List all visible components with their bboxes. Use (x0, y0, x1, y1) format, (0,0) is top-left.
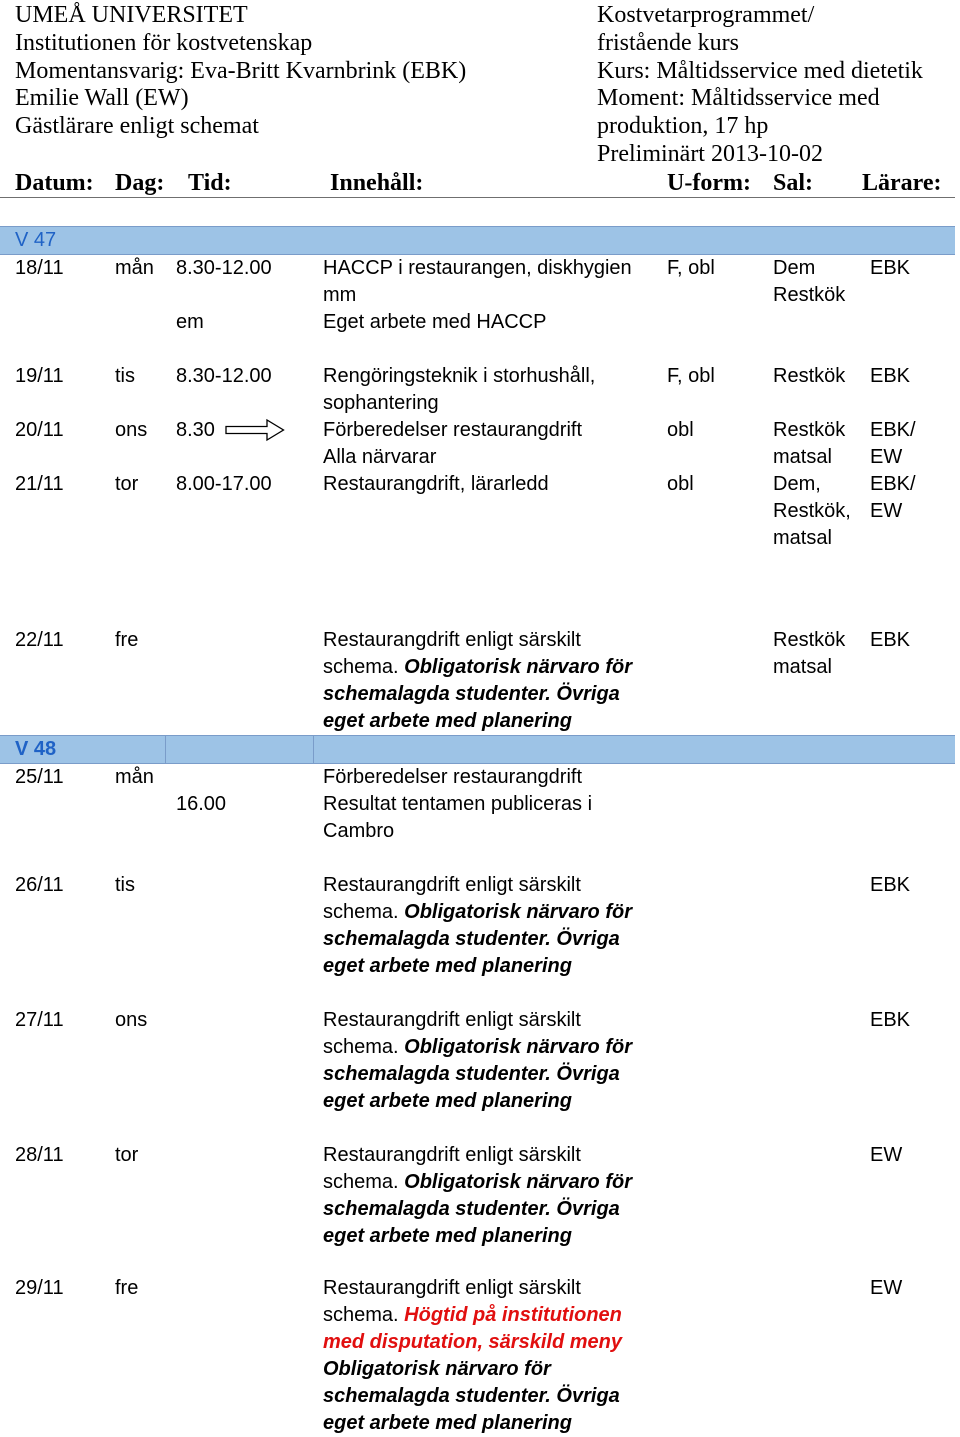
day-text: fre (115, 1277, 139, 1299)
time-text: 16.00 (176, 792, 227, 815)
date-cell (15, 471, 64, 498)
day-line (115, 627, 138, 654)
teacher-line (870, 1142, 902, 1169)
date-text: 25/11 (15, 765, 64, 788)
teacher-text: EBK (870, 628, 911, 651)
teacher-text: EW (870, 499, 903, 522)
content-cell (323, 471, 549, 498)
week-band-divider (165, 736, 166, 763)
date-cell (15, 872, 64, 899)
room-text: Restkök (773, 364, 846, 387)
content-cell (323, 627, 632, 735)
day-line (115, 1275, 138, 1302)
header-right-block (597, 2, 923, 169)
teacher-line (870, 417, 916, 444)
content-text: HACCP i restaurangen, diskhygien (323, 257, 632, 279)
teaching-form-line (667, 417, 694, 444)
content-text: Rengöringsteknik i storhushåll, (323, 364, 596, 387)
room-text: Restkök (773, 284, 846, 306)
emphasis-text: Obligatorisk närvaro för (404, 1035, 632, 1058)
content-text: Förberedelser restaurangdrift (323, 765, 583, 788)
content-cell (323, 1275, 622, 1437)
room-cell (773, 255, 845, 309)
day-line (115, 764, 154, 791)
guest-teachers: Gästlärare enligt schemat (15, 113, 259, 139)
time-line (176, 791, 226, 818)
room-line (773, 627, 845, 654)
program-name: Kostvetarprogrammet/ (597, 2, 815, 28)
content-line (323, 390, 595, 417)
teacher-text: EBK (870, 873, 911, 896)
day-line (115, 471, 138, 498)
room-text: matsal (773, 526, 832, 549)
content-line (323, 1302, 622, 1329)
day-line (115, 363, 135, 390)
day-cell (115, 417, 147, 444)
content-text: mm (323, 284, 357, 306)
teaching-form-line (667, 363, 715, 390)
teacher-text: EW (870, 1143, 903, 1166)
time-cell (176, 764, 226, 818)
content-line (323, 255, 632, 282)
room-text: matsal (773, 655, 832, 678)
content-text: Förberedelser restaurangdrift (323, 418, 583, 441)
emphasis-text: eget arbete med planering (323, 1412, 572, 1434)
date-cell (15, 255, 64, 282)
alert-text: Högtid på institutionen (404, 1304, 622, 1326)
teacher-cell (870, 471, 916, 525)
module-name: Moment: Måltidsservice med (597, 85, 880, 112)
day-line (115, 872, 135, 899)
content-line (323, 1169, 632, 1196)
time-cell (176, 363, 272, 390)
teacher-text: EW (870, 1277, 903, 1299)
time-line (176, 417, 215, 444)
day-text: tor (115, 1143, 139, 1166)
date-cell (15, 363, 64, 390)
teacher-cell (870, 627, 910, 654)
content-line (323, 899, 632, 926)
teaching-form-text: F, obl (667, 364, 715, 387)
content-cell (323, 764, 592, 845)
teaching-form-text: obl (667, 472, 694, 495)
room-line (773, 471, 851, 498)
teacher-line (870, 1275, 902, 1302)
room-text: Dem, (773, 472, 821, 495)
teaching-form-cell (667, 363, 715, 390)
room-line (773, 525, 851, 552)
content-text: Restaurangdrift enligt särskilt (323, 1277, 581, 1299)
time-line (176, 255, 272, 282)
time-line (176, 764, 226, 791)
column-header-content: Innehåll: (330, 170, 424, 196)
teacher-line (870, 627, 910, 654)
content-line (323, 282, 632, 309)
content-line (323, 417, 582, 444)
teaching-form-line (667, 471, 694, 498)
emphasis-text: Obligatorisk närvaro för (404, 900, 632, 923)
room-cell (773, 417, 845, 471)
content-line (323, 1061, 632, 1088)
teacher-line (870, 471, 916, 498)
date-cell (15, 1007, 64, 1034)
content-text: Restaurangdrift enligt särskilt (323, 1008, 581, 1031)
time-text: em (176, 311, 204, 333)
date-line (15, 255, 64, 282)
content-cell (323, 1007, 632, 1115)
room-cell (773, 363, 845, 390)
content-text: Restaurangdrift enligt särskilt (323, 628, 581, 651)
content-text: Restaurangdrift enligt särskilt (323, 1143, 581, 1166)
week-label: V 48 (15, 738, 57, 760)
day-line (115, 417, 147, 444)
time-line (176, 471, 272, 498)
content-line (323, 1356, 622, 1383)
content-line (323, 444, 582, 471)
date-cell (15, 1142, 64, 1169)
date-line (15, 627, 64, 654)
content-line (323, 309, 632, 336)
content-line (323, 926, 632, 953)
time-line (176, 309, 272, 336)
content-text: Alla närvarar (323, 445, 437, 468)
arrow-right-icon (225, 418, 285, 442)
time-text: 8.30 (176, 418, 215, 441)
emphasis-text: schemalagda studenter. Övriga (323, 1062, 620, 1085)
day-text: ons (115, 1008, 148, 1031)
teacher-cell (870, 1007, 910, 1034)
date-line (15, 1142, 64, 1169)
course-coordinator: Momentansvarig: Eva-Britt Kvarnbrink (EBK) (15, 57, 467, 84)
day-cell (115, 363, 135, 390)
content-line (323, 1329, 622, 1356)
teaching-form-cell (667, 417, 694, 444)
date-line (15, 1007, 64, 1034)
emphasis-text: schemalagda studenter. Övriga (323, 927, 620, 950)
emphasis-text: eget arbete med planering (323, 1089, 572, 1112)
date-cell (15, 417, 64, 444)
column-header-date: Datum: (15, 170, 94, 196)
date-text: 27/11 (15, 1008, 64, 1031)
content-line (323, 1410, 622, 1437)
room-text: Dem (773, 257, 816, 279)
content-line (323, 1142, 632, 1169)
content-cell (323, 417, 582, 471)
teacher-text: EBK (870, 257, 911, 279)
day-cell (115, 1275, 138, 1302)
content-line (323, 627, 632, 654)
day-cell (115, 1142, 138, 1169)
teaching-form-text: obl (667, 418, 694, 441)
room-line (773, 255, 845, 282)
teacher-cell (870, 872, 910, 899)
teacher-text: EBK/ (870, 418, 916, 441)
room-line (773, 282, 845, 309)
day-cell (115, 872, 135, 899)
room-text: Restkök (773, 628, 846, 651)
content-text: Cambro (323, 819, 395, 842)
time-line (176, 363, 272, 390)
room-cell (773, 471, 851, 552)
date-text: 28/11 (15, 1143, 64, 1166)
room-line (773, 444, 845, 471)
content-line (323, 1088, 632, 1115)
content-line (323, 1383, 622, 1410)
teacher-text: EBK/ (870, 472, 916, 495)
emphasis-text: eget arbete med planering (323, 709, 572, 732)
day-text: mån (115, 257, 154, 279)
day-cell (115, 255, 154, 282)
content-line (323, 681, 632, 708)
day-cell (115, 627, 138, 654)
time-text: 8.30-12.00 (176, 364, 272, 387)
content-cell (323, 872, 632, 980)
date-line (15, 872, 64, 899)
course-name: Kurs: Måltidsservice med dietetik (597, 57, 923, 84)
date-cell (15, 1275, 64, 1302)
teacher-cell (870, 1142, 902, 1169)
time-cell (176, 471, 272, 498)
emphasis-text: Obligatorisk närvaro för (404, 1170, 632, 1193)
day-text: tor (115, 472, 139, 495)
day-line (115, 1142, 138, 1169)
time-cell (176, 255, 272, 336)
alert-text: med disputation, särskild meny (323, 1331, 622, 1353)
day-cell (115, 1007, 147, 1034)
content-line (323, 1275, 622, 1302)
emphasis-text: schemalagda studenter. Övriga (323, 1197, 620, 1220)
date-line (15, 363, 64, 390)
date-text: 29/11 (15, 1277, 64, 1299)
room-line (773, 417, 845, 444)
teaching-form-cell (667, 255, 715, 282)
emphasis-text: schemalagda studenter. Övriga (323, 1385, 620, 1407)
preliminary-date: Preliminärt 2013-10-02 (597, 140, 823, 167)
room-line (773, 363, 845, 390)
time-line (176, 282, 272, 309)
content-line (323, 363, 595, 390)
content-text: schema. (323, 1304, 405, 1326)
university-name: UMEÅ UNIVERSITET (15, 2, 248, 28)
day-text: fre (115, 628, 139, 651)
day-text: ons (115, 418, 148, 441)
day-text: tis (115, 364, 135, 387)
content-line (323, 1196, 632, 1223)
emphasis-text: eget arbete med planering (323, 1224, 572, 1247)
room-text: Restkök (773, 418, 846, 441)
header-left-block (15, 2, 466, 141)
teacher-text: EBK (870, 1008, 911, 1031)
emphasis-text: Obligatorisk närvaro för (404, 655, 632, 678)
content-line (323, 471, 549, 498)
content-line (323, 953, 632, 980)
time-text: 8.00-17.00 (176, 472, 272, 495)
content-text: Restaurangdrift, lärarledd (323, 472, 549, 495)
date-text: 19/11 (15, 364, 64, 387)
teaching-form-cell (667, 471, 694, 498)
emphasis-text: schemalagda studenter. Övriga (323, 682, 620, 705)
teacher-text: EBK (870, 364, 911, 387)
emphasis-text: Obligatorisk närvaro för (323, 1358, 551, 1380)
content-text: schema. (323, 1170, 405, 1193)
date-cell (15, 764, 64, 791)
date-text: 18/11 (15, 257, 64, 279)
time-text: 8.30-12.00 (176, 257, 272, 279)
content-line (323, 764, 592, 791)
content-text: Eget arbete med HACCP (323, 311, 547, 333)
teacher-line (870, 1007, 910, 1034)
content-cell (323, 255, 632, 336)
room-text: matsal (773, 445, 832, 468)
column-header-day: Dag: (115, 170, 165, 196)
column-header-time: Tid: (188, 170, 232, 196)
teacher-cell (870, 417, 916, 471)
content-line (323, 818, 592, 845)
content-line (323, 654, 632, 681)
room-cell (773, 627, 845, 681)
date-line (15, 417, 64, 444)
date-text: 22/11 (15, 628, 64, 651)
teacher-line (870, 363, 910, 390)
day-line (115, 255, 154, 282)
teacher-line (870, 255, 910, 282)
day-text: mån (115, 765, 154, 788)
day-text: tis (115, 873, 135, 896)
module-credits: produktion, 17 hp (597, 113, 769, 139)
room-line (773, 498, 851, 525)
content-text: Restaurangdrift enligt särskilt (323, 873, 581, 896)
content-line (323, 791, 592, 818)
day-line (115, 1007, 147, 1034)
teaching-form-line (667, 255, 715, 282)
course-type: fristående kurs (597, 29, 739, 56)
column-header-room: Sal: (773, 170, 814, 196)
week-band-divider (313, 736, 314, 763)
date-cell (15, 627, 64, 654)
teaching-form-text: F, obl (667, 257, 715, 279)
date-text: 21/11 (15, 472, 64, 495)
teacher-cell (870, 1275, 902, 1302)
column-header-teacher: Lärare: (862, 170, 942, 196)
date-line (15, 1275, 64, 1302)
department-name: Institutionen för kostvetenskap (15, 29, 313, 56)
teacher-line (870, 872, 910, 899)
week-band (0, 735, 955, 764)
date-text: 26/11 (15, 873, 64, 896)
teacher-cell (870, 363, 910, 390)
content-cell (323, 363, 595, 417)
room-line (773, 654, 845, 681)
content-text: sophantering (323, 391, 439, 414)
content-line (323, 1034, 632, 1061)
content-text: Resultat tentamen publiceras i (323, 792, 593, 815)
content-cell (323, 1142, 632, 1250)
teacher-name: Emilie Wall (EW) (15, 85, 189, 112)
header-divider (0, 197, 955, 198)
teacher-cell (870, 255, 910, 282)
teacher-line (870, 498, 916, 525)
teacher-text: EW (870, 445, 903, 468)
column-header-teaching-form: U-form: (667, 170, 751, 196)
content-line (323, 1223, 632, 1250)
date-line (15, 471, 64, 498)
content-line (323, 708, 632, 735)
day-cell (115, 471, 138, 498)
time-cell (176, 417, 215, 444)
teacher-line (870, 444, 916, 471)
week-label: V 47 (15, 229, 57, 251)
content-text: schema. (323, 1035, 405, 1058)
content-text: schema. (323, 900, 405, 923)
room-text: Restkök, (773, 499, 851, 522)
emphasis-text: eget arbete med planering (323, 954, 572, 977)
content-text: schema. (323, 655, 405, 678)
date-line (15, 764, 64, 791)
content-line (323, 872, 632, 899)
content-line (323, 1007, 632, 1034)
week-band (0, 226, 955, 255)
date-text: 20/11 (15, 418, 64, 441)
day-cell (115, 764, 154, 791)
